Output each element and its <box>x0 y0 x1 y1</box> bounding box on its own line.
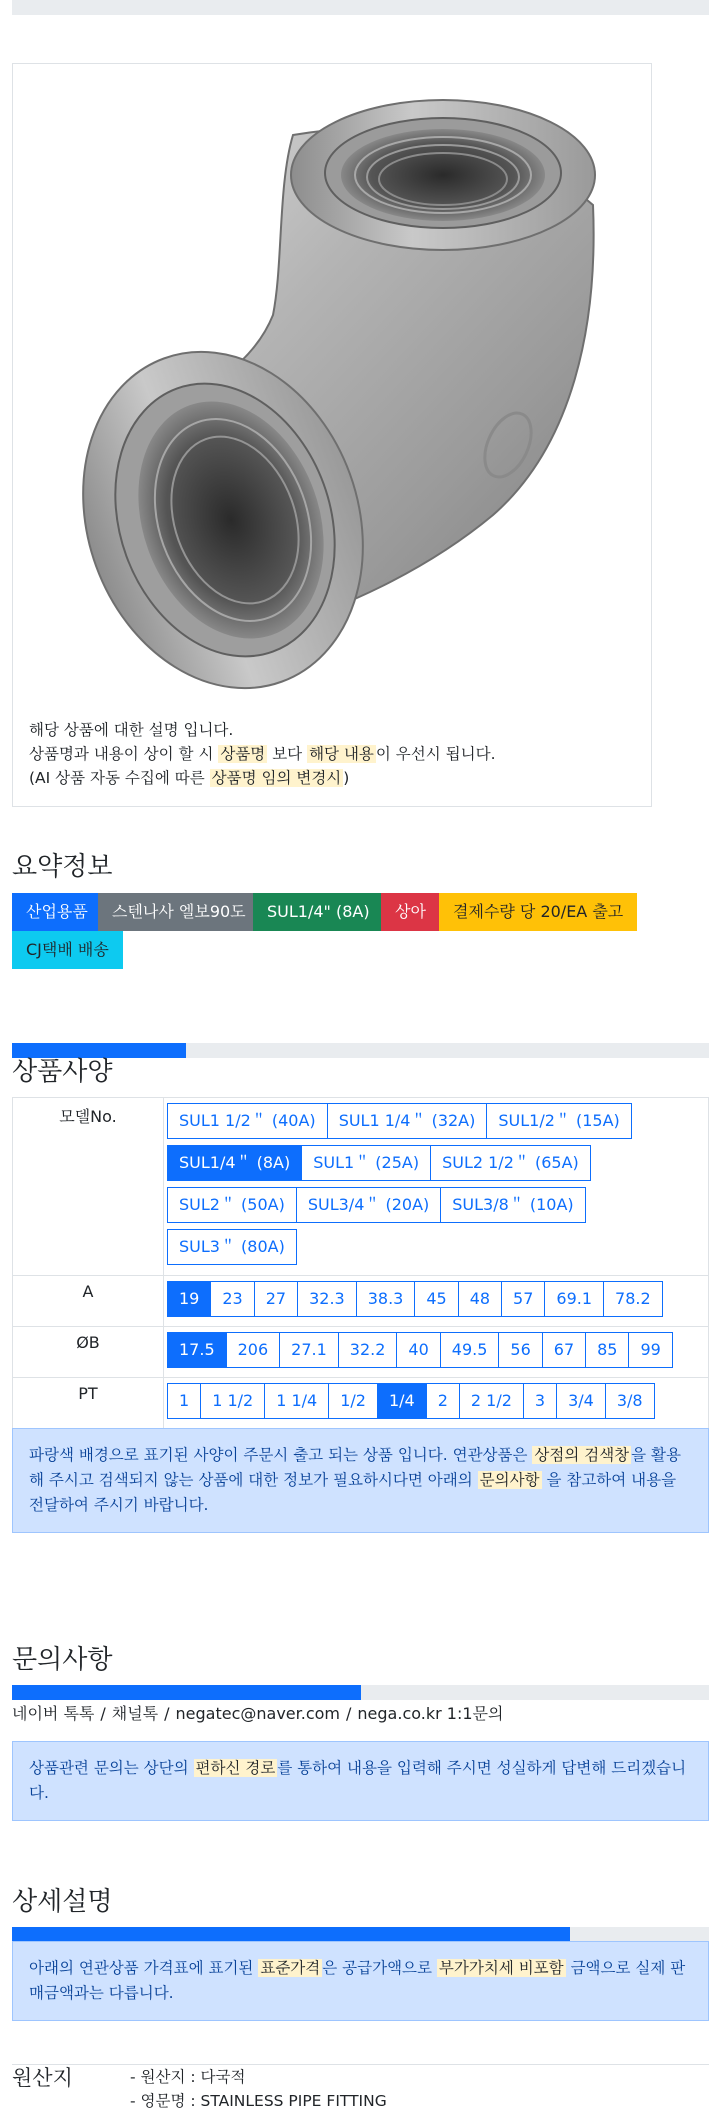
option-button-selected[interactable]: SUL1/4＂ (8A) <box>167 1145 302 1181</box>
spec-options <box>164 1098 709 1276</box>
separator: / <box>100 1704 106 1723</box>
option-button[interactable]: 23 <box>210 1281 254 1317</box>
option-button[interactable]: SUL2 1/2＂ (65A) <box>430 1145 591 1181</box>
badge-shipping: CJ택배 배송 <box>12 931 123 969</box>
option-button-selected[interactable]: 19 <box>167 1281 211 1317</box>
description-text: (AI 상품 자동 수집에 따른 <box>29 769 210 787</box>
origin-country: - 원산지 : 다국적 <box>130 2068 246 2086</box>
link-naver-talk[interactable]: 네이버 톡톡 <box>12 1704 95 1723</box>
spec-options <box>164 1327 709 1378</box>
option-button[interactable]: 48 <box>458 1281 502 1317</box>
description-text: 상품명과 내용이 상이 할 시 <box>29 745 219 763</box>
option-button[interactable]: SUL1＂ (25A) <box>301 1145 431 1181</box>
detail-progress-fill <box>12 1927 570 1942</box>
option-button-selected[interactable]: 1/4 <box>377 1383 427 1419</box>
option-button[interactable]: 38.3 <box>356 1281 416 1317</box>
notice-text: 를 통하여 내용을 입력해 주시면 성실하게 답변해 드리겠습니다. <box>29 1759 687 1802</box>
spec-label: A <box>13 1276 164 1327</box>
option-button[interactable]: 1 1/4 <box>264 1383 329 1419</box>
notice-text: 금액으로 실제 판매금액과는 다릅니다. <box>29 1959 686 2002</box>
highlight: 해당 내용 <box>309 745 374 763</box>
origin-english-name: - 영문명 : STAINLESS PIPE FITTING <box>130 2092 387 2110</box>
option-button[interactable]: 85 <box>585 1332 629 1368</box>
highlight: 문의사항 <box>479 1471 540 1489</box>
spec-label: ØB <box>13 1327 164 1378</box>
notice-text: 파랑색 배경으로 표기된 사양이 주문시 출고 되는 상품 입니다. 연관상품은 <box>29 1446 533 1464</box>
description-line-3 <box>29 766 496 790</box>
badge-color: 상아 <box>381 893 440 931</box>
product-description <box>29 718 496 790</box>
link-channel-talk[interactable]: 채널톡 <box>111 1704 159 1723</box>
spec-title: 상품사양 <box>12 1057 113 1087</box>
description-line-1: 해당 상품에 대한 설명 입니다. <box>29 721 234 739</box>
inquiry-progress-fill <box>12 1685 361 1700</box>
option-button[interactable]: 27 <box>254 1281 298 1317</box>
option-button[interactable]: 40 <box>396 1332 440 1368</box>
badge-category: 산업용품 <box>12 893 102 931</box>
spec-options <box>164 1276 709 1327</box>
option-button[interactable]: SUL3/4＂ (20A) <box>296 1187 441 1223</box>
option-button[interactable]: 1 1/2 <box>200 1383 265 1419</box>
option-button[interactable]: SUL1 1/2＂ (40A) <box>167 1103 328 1139</box>
origin-details <box>130 2065 387 2113</box>
option-line <box>167 1187 708 1223</box>
option-button[interactable]: SUL2＂ (50A) <box>167 1187 297 1223</box>
highlight: 상품명 <box>220 745 266 763</box>
spec-label: 모델No. <box>13 1098 164 1276</box>
option-button[interactable]: 32.3 <box>297 1281 357 1317</box>
notice-text: 을 활용해 주시고 검색되지 않는 상품에 대한 정보가 필요하시다면 아래의 <box>29 1446 682 1489</box>
option-line <box>167 1145 708 1181</box>
option-line <box>167 1281 708 1317</box>
option-button[interactable]: 57 <box>501 1281 545 1317</box>
highlight: 표준가격 <box>260 1959 321 1977</box>
badge-model: SUL1/4" (8A) <box>253 893 384 931</box>
highlight: 상품명 임의 변경시 <box>211 769 342 787</box>
notice-text: 을 참고하여 내용을 전달하여 주시기 바랍니다. <box>29 1471 677 1514</box>
description-text: 이 우선시 됩니다. <box>375 745 496 763</box>
option-button[interactable]: 69.1 <box>544 1281 604 1317</box>
option-button[interactable]: 45 <box>414 1281 458 1317</box>
option-button[interactable]: SUL3/8＂ (10A) <box>440 1187 585 1223</box>
summary-badges <box>12 893 709 969</box>
highlight: 상점의 검색창 <box>534 1446 630 1464</box>
notice-text: 아래의 연관상품 가격표에 표기된 <box>29 1959 259 1977</box>
origin-label: 원산지 <box>12 2066 73 2090</box>
link-email[interactable]: negatec@naver.com <box>175 1704 341 1723</box>
detail-title: 상세설명 <box>12 1887 113 1917</box>
option-button[interactable]: 67 <box>542 1332 586 1368</box>
notice-text: 상품관련 문의는 상단의 <box>29 1759 194 1777</box>
option-line <box>167 1229 708 1265</box>
spec-table <box>12 1097 709 1429</box>
badge-product-name: 스텐나사 엘보90도 <box>98 893 260 931</box>
inquiry-progress-bar <box>12 1685 709 1700</box>
option-button[interactable]: 3 <box>523 1383 557 1419</box>
separator: / <box>346 1704 352 1723</box>
option-button[interactable]: 32.2 <box>338 1332 398 1368</box>
option-button[interactable]: 3/4 <box>556 1383 606 1419</box>
highlight: 부가가치세 비포함 <box>438 1959 564 1977</box>
option-button[interactable]: 3/8 <box>605 1383 655 1419</box>
spec-notice <box>12 1428 709 1533</box>
option-button[interactable]: SUL1 1/4＂ (32A) <box>327 1103 488 1139</box>
spec-progress-bar <box>12 1043 709 1058</box>
option-button[interactable]: SUL1/2＂ (15A) <box>486 1103 631 1139</box>
link-site-inquiry[interactable]: nega.co.kr 1:1문의 <box>357 1704 504 1723</box>
spec-row-model <box>13 1098 709 1276</box>
notice-text: 은 공급가액으로 <box>322 1959 437 1977</box>
summary-title: 요약정보 <box>12 852 113 882</box>
detail-progress-bar <box>12 1927 709 1942</box>
product-photo <box>53 65 643 705</box>
option-button[interactable]: 27.1 <box>279 1332 339 1368</box>
contact-links <box>12 1701 503 1724</box>
option-line <box>167 1103 708 1139</box>
option-button-selected[interactable]: 17.5 <box>167 1332 227 1368</box>
badge-quantity: 결제수량 당 20/EA 출고 <box>439 893 637 931</box>
spec-options <box>164 1378 709 1429</box>
option-button[interactable]: 56 <box>498 1332 542 1368</box>
spec-row-b <box>13 1327 709 1378</box>
product-box <box>12 63 652 807</box>
option-button[interactable]: SUL3＂ (80A) <box>167 1229 297 1265</box>
highlight: 편하신 경로 <box>195 1759 276 1777</box>
option-button[interactable]: 99 <box>628 1332 672 1368</box>
option-button[interactable]: 2 <box>426 1383 460 1419</box>
description-line-2 <box>29 742 496 766</box>
spec-row-a <box>13 1276 709 1327</box>
option-line <box>167 1383 708 1419</box>
detail-notice <box>12 1941 709 2021</box>
description-text: 보다 <box>267 745 308 763</box>
option-button[interactable]: 49.5 <box>440 1332 500 1368</box>
option-button[interactable]: 78.2 <box>603 1281 663 1317</box>
inquiry-title: 문의사항 <box>12 1645 113 1675</box>
top-bar <box>12 0 709 15</box>
option-button[interactable]: 2 1/2 <box>459 1383 524 1419</box>
option-button[interactable]: 206 <box>226 1332 281 1368</box>
description-text: ) <box>343 769 350 787</box>
inquiry-notice <box>12 1741 709 1821</box>
spec-row-pt <box>13 1378 709 1429</box>
spec-label: PT <box>13 1378 164 1429</box>
option-button[interactable]: 1/2 <box>328 1383 378 1419</box>
option-line <box>167 1332 708 1368</box>
separator: / <box>164 1704 170 1723</box>
option-button[interactable]: 1 <box>167 1383 201 1419</box>
